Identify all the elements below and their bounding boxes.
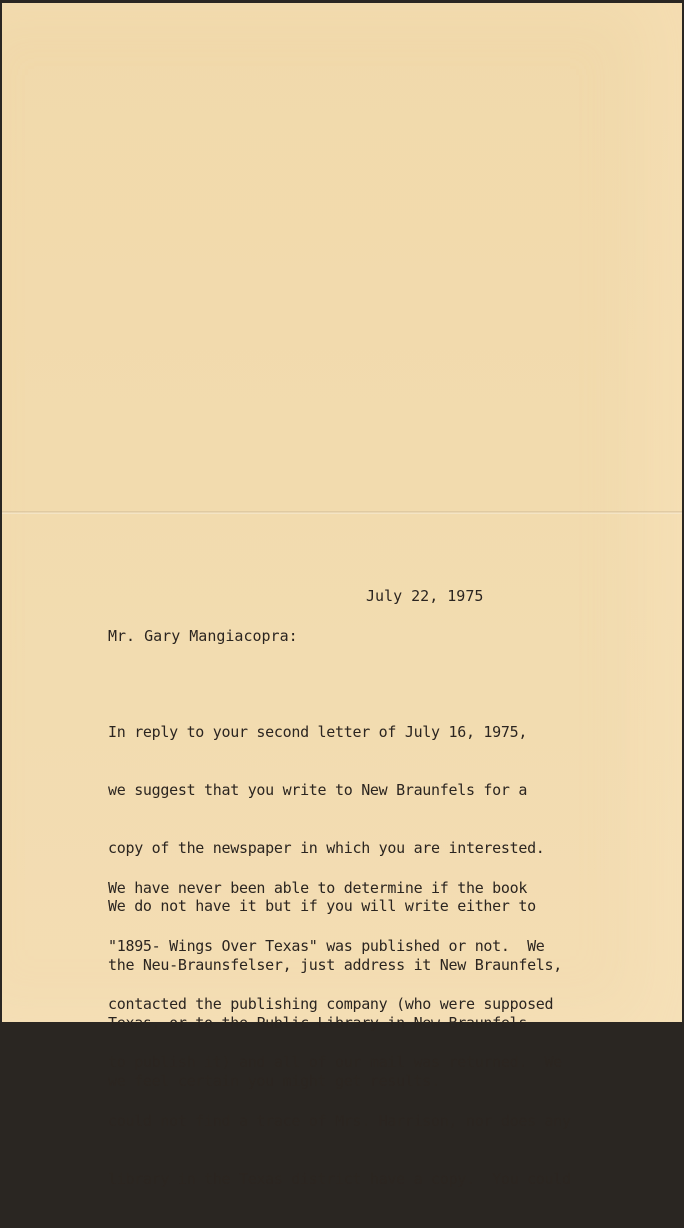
paragraph-line: we suggest that you write to New Braunfels for a [108, 781, 528, 800]
paragraph-line: the Neu-Braunsfelser, just address it New Braunfels, [108, 955, 563, 974]
letter-salutation: Mr. Gary Mangiacopra: [108, 627, 298, 645]
paragraph-line: In reply to your second letter of July 16, 1975, [108, 722, 528, 741]
paragraph-line: could not find a trace of Mrs. Harrison, nor does any [108, 1111, 571, 1130]
paragraph-line: Texas, or to the Public Library in New Braunfels [108, 1013, 528, 1032]
paragraph-line: contacted the publishing company (who were supposed [108, 995, 554, 1014]
letter-date: July 22, 1975 [366, 587, 484, 605]
letter-page [2, 3, 682, 1188]
paragraph-line: copy of the newspaper in which you are interested. [108, 839, 545, 858]
paragraph-line: we feel certain you might get results. [108, 1072, 440, 1091]
paper-fold-line [2, 511, 682, 514]
paragraph-line: We have never been able to determine if the book [108, 878, 528, 897]
paragraph-line: to publish it) and all of our mail was returned. We [108, 1053, 563, 1072]
paragraph-line: "1895- Wings Over Texas" was published or not. We [108, 937, 545, 956]
paragraph-line: We do not have it but if you will write either to [108, 897, 536, 916]
letter-paragraph-2 [108, 840, 571, 1228]
paragraph-line: library in the Texas district have a copy. You could [108, 1169, 571, 1188]
